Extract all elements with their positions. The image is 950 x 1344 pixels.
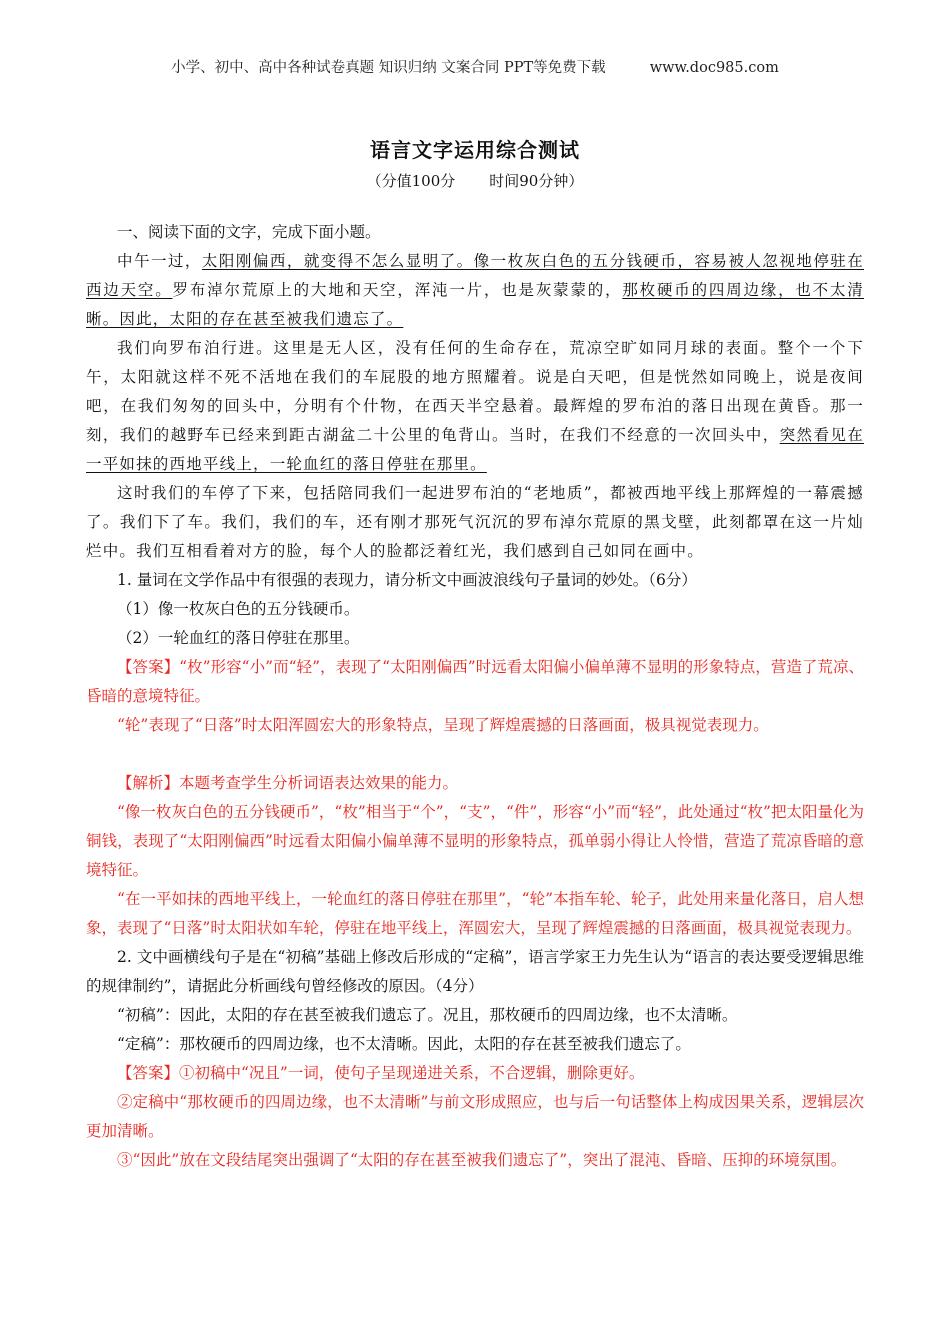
underlined-sentence: 突然看见在一平如抹的西地平线上，一轮血红的落日停驻在那里。 (86, 426, 864, 473)
underlined-sentence: 那枚硬币的四周边缘，也不太清晰。因此，太阳的存在甚至被我们遗忘了。 (86, 281, 864, 328)
question-2-answer-1: 【答案】①初稿中“况且”一词，使句子呈现递进关系，不合逻辑，删除更好。 (117, 1064, 645, 1082)
header-text: 小学、初中、高中各种试卷真题 知识归纳 文案合同 PPT等免费下载 (171, 60, 606, 76)
question-2-draft: “初稿”：因此，太阳的存在甚至被我们遗忘了。况且，那枚硬币的四周边缘，也不太清晰。 (117, 1006, 738, 1024)
text-span: 罗布淖尔荒原上的大地和天空，浑沌一片，也是灰蒙蒙的， (172, 281, 623, 299)
document-body (86, 218, 864, 1175)
passage-paragraph-2 (86, 334, 864, 479)
question-1-answer-2: “轮”表现了“日落”时太阳浑圆宏大的形象特点，呈现了辉煌震撼的日落画面，极具视觉表现力。 (117, 716, 769, 734)
text-span: 我们向罗布泊行进。这里是无人区，没有任何的生命存在，荒凉空旷如同月球的表面。整个一个下午，太阳就这样不死不活地在我们的车屁股的地方照耀着。说是白天吧，但是恍然如同晚上，说是夜间吧，在我们匆匆的回头中，分明有个什物，在西天半空悬着。最辉煌的罗布泊的落日出现在黄昏。那一刻，我们的越野车已经来到距古湖盆二十公里的龟背山。当时，在我们不经意的一次回头中， (86, 339, 864, 444)
passage-paragraph-1 (86, 247, 864, 334)
question-2-stem: 2. 文中画横线句子是在“初稿”基础上修改后形成的“定稿”，语言学家王力先生认为“语言的表达要受逻辑思维的规律制约”，请据此分析画线句曾经修改的原因。（4分） (86, 948, 864, 995)
question-2-answer-2: ②定稿中“那枚硬币的四周边缘，也不太清晰”与前文形成照应，也与后一句话整体上构成因果关系，逻辑层次更加清晰。 (86, 1093, 864, 1140)
spacer (86, 740, 864, 769)
underlined-sentence: 太阳刚偏西，就变得不怎么显明了。像一枚灰白色的五分钱硬币，容易被人忽视地停驻在西边天空。 (86, 252, 864, 299)
question-1-answer: 【答案】“枚”形容“小”而“轻”，表现了“太阳刚偏西”时远看太阳偏小偏单薄不显明的形象特点，营造了荒凉、昏暗的意境特征。 (86, 658, 864, 705)
text-span: 中午一过， (117, 252, 202, 270)
question-2-answer-3: ③“因此”放在文段结尾突出强调了“太阳的存在甚至被我们遗忘了”，突出了混沌、昏暗、压抑的环境氛围。 (117, 1151, 847, 1169)
section-heading: 一、阅读下面的文字，完成下面小题。 (117, 223, 381, 241)
question-1-sentence-2: （2）一轮血红的落日停驻在那里。 (117, 629, 360, 647)
time-info: 时间90分钟） (489, 172, 584, 190)
page-subtitle (0, 170, 950, 191)
page-title: 语言文字运用综合测试 (370, 138, 580, 162)
score-info: （分值100分 (366, 172, 456, 190)
passage-paragraph-3: 这时我们的车停了下来，包括陪同我们一起进罗布泊的“老地质”，都被西地平线上那辉煌的一幕震撼了。我们下了车。我们，我们的车，还有刚才那死气沉沉的罗布淖尔荒原的黑戈壁，此刻都罩在这一片灿烂中。我们互相看着对方的脸，每个人的脸都泛着红光，我们感到自己如同在画中。 (86, 484, 864, 560)
question-1-analysis-3: “在一平如抹的西地平线上，一轮血红的落日停驻在那里”，“轮”本指车轮、轮子，此处用来量化落日，启人想象，表现了“日落”时太阳状如车轮，停驻在地平线上，浑圆宏大，呈现了辉煌震撼的日落画面，极具视觉表现力。 (86, 890, 864, 937)
question-1-analysis-2: “像一枚灰白色的五分钱硬币”，“枚”相当于“个”，“支”，“件”，形容“小”而“轻”，此处通过“枚”把太阳量化为铜钱，表现了“太阳刚偏西”时远看太阳偏小偏单薄不显明的形象特点，孤单弱小得让人怜惜，营造了荒凉昏暗的意境特征。 (86, 803, 864, 879)
header-url: www.doc985.com (649, 60, 779, 76)
question-2-final: “定稿”：那枚硬币的四周边缘，也不太清晰。因此，太阳的存在甚至被我们遗忘了。 (117, 1035, 691, 1053)
question-1-sentence-1: （1）像一枚灰白色的五分钱硬币。 (117, 600, 360, 618)
page-header (0, 56, 950, 77)
question-1-analysis: 【解析】本题考查学生分析词语表达效果的能力。 (117, 774, 459, 792)
question-1-stem: 1. 量词在文学作品中有很强的表现力，请分析文中画波浪线句子量词的妙处。（6分） (117, 571, 697, 589)
